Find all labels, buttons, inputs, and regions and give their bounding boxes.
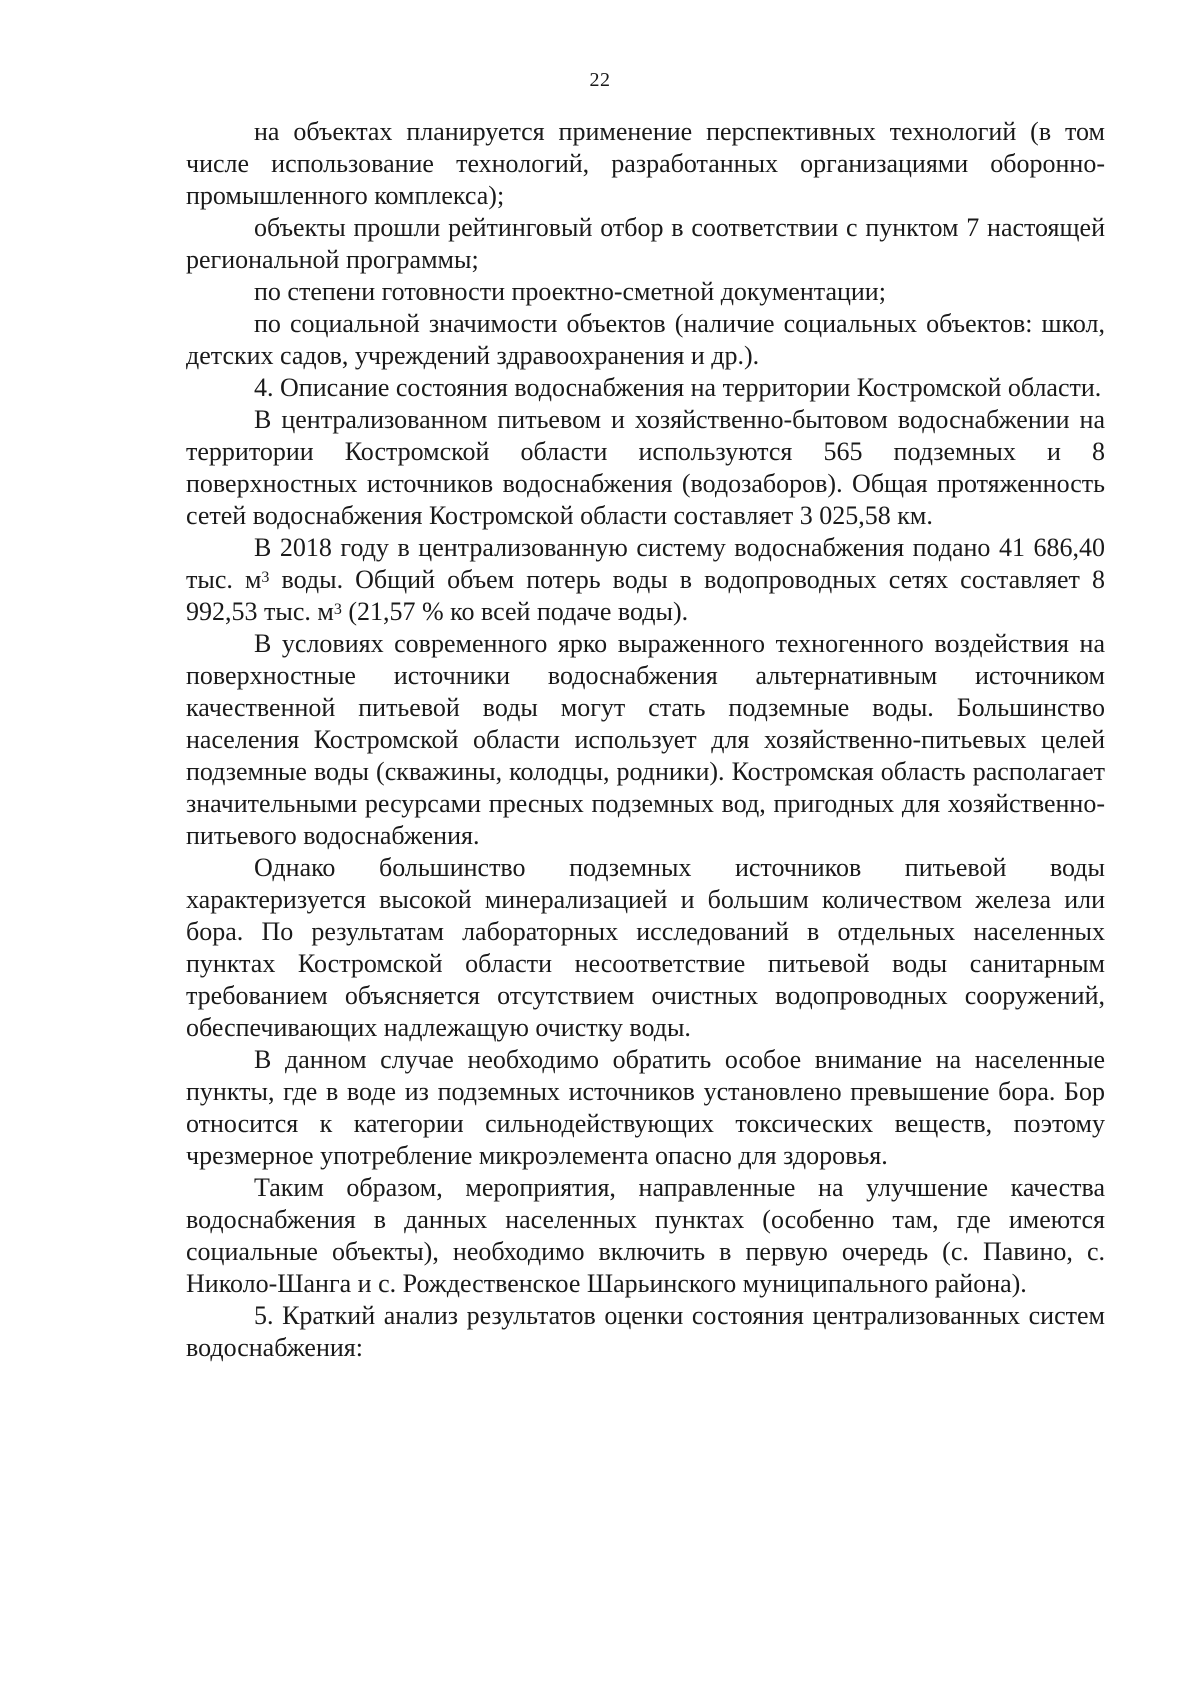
paragraph-mineralization: Однако большинство подземных источников питьевой воды характеризуется высокой минерализацией и большим количеством железа или бора. По результатам лабораторных исследований в отдельных населенных пунктах Костромской области несоответствие питьевой воды санитарным требованием объясняется отсутствием очистных водопроводных сооружений, обеспечивающих надлежащую очистку воды.	[186, 853, 1105, 1042]
cubic-superscript: 3	[261, 569, 270, 586]
water-volume-text-3: (21,57 % ко всей подаче воды).	[341, 597, 689, 626]
water-volume-text-2: воды. Общий объем потерь воды в водопроводных сетях составляет 8 992,53 тыс. м	[186, 565, 1105, 626]
cubic-superscript: 3	[333, 601, 342, 618]
document-body	[186, 116, 1105, 1364]
paragraph-design-readiness: по степени готовности проектно-сметной документации;	[254, 277, 886, 306]
paragraph-water-sources: В централизованном питьевом и хозяйственно-бытовом водоснабжении на территории Костромской области используются 565 подземных и 8 поверхностных источников водоснабжения (водозаборов). Общая протяженность сетей водоснабжения Костромской области составляет 3 025,58 км.	[186, 405, 1105, 530]
paragraph-technologies: на объектах планируется применение перспективных технологий (в том числе использование технологий, разработанных организациями оборонно-промышленного комплекса);	[186, 117, 1105, 210]
section-heading-5: 5. Краткий анализ результатов оценки состояния централизованных систем водоснабжения:	[186, 1301, 1105, 1362]
paragraph-priority-settlements: Таким образом, мероприятия, направленные на улучшение качества водоснабжения в данных населенных пунктах (особенно там, где имеются социальные объекты), необходимо включить в первую очередь (с. Павино, с. Николо-Шанга и с. Рождественское Шарьинского муниципального района).	[186, 1173, 1105, 1298]
section-heading-4: 4. Описание состояния водоснабжения на территории Костромской области.	[254, 373, 1102, 402]
paragraph-boron: В данном случае необходимо обратить особое внимание на населенные пункты, где в воде из подземных источников установлено превышение бора. Бор относится к категории сильнодействующих токсических веществ, поэтому чрезмерное употребление микроэлемента опасно для здоровья.	[186, 1045, 1105, 1170]
page-number: 22	[589, 69, 611, 91]
paragraph-social-significance: по социальной значимости объектов (наличие социальных объектов: школ, детских садов, учреждений здравоохранения и др.).	[186, 309, 1105, 370]
paragraph-groundwater: В условиях современного ярко выраженного техногенного воздействия на поверхностные источники водоснабжения альтернативным источником качественной питьевой воды могут стать подземные воды. Большинство населения Костромской области использует для хозяйственно-питьевых целей подземные воды (скважины, колодцы, родники). Костромская область располагает значительными ресурсами пресных подземных вод, пригодных для хозяйственно-питьевого водоснабжения.	[186, 629, 1105, 850]
paragraph-rating-selection: объекты прошли рейтинговый отбор в соответствии с пунктом 7 настоящей региональной программы;	[186, 213, 1105, 274]
water-volume-text-1: В 2018 году в централизованную систему водоснабжения подано 41 686,40 тыс. м	[186, 533, 1105, 594]
paragraph-water-volume	[186, 532, 1105, 628]
